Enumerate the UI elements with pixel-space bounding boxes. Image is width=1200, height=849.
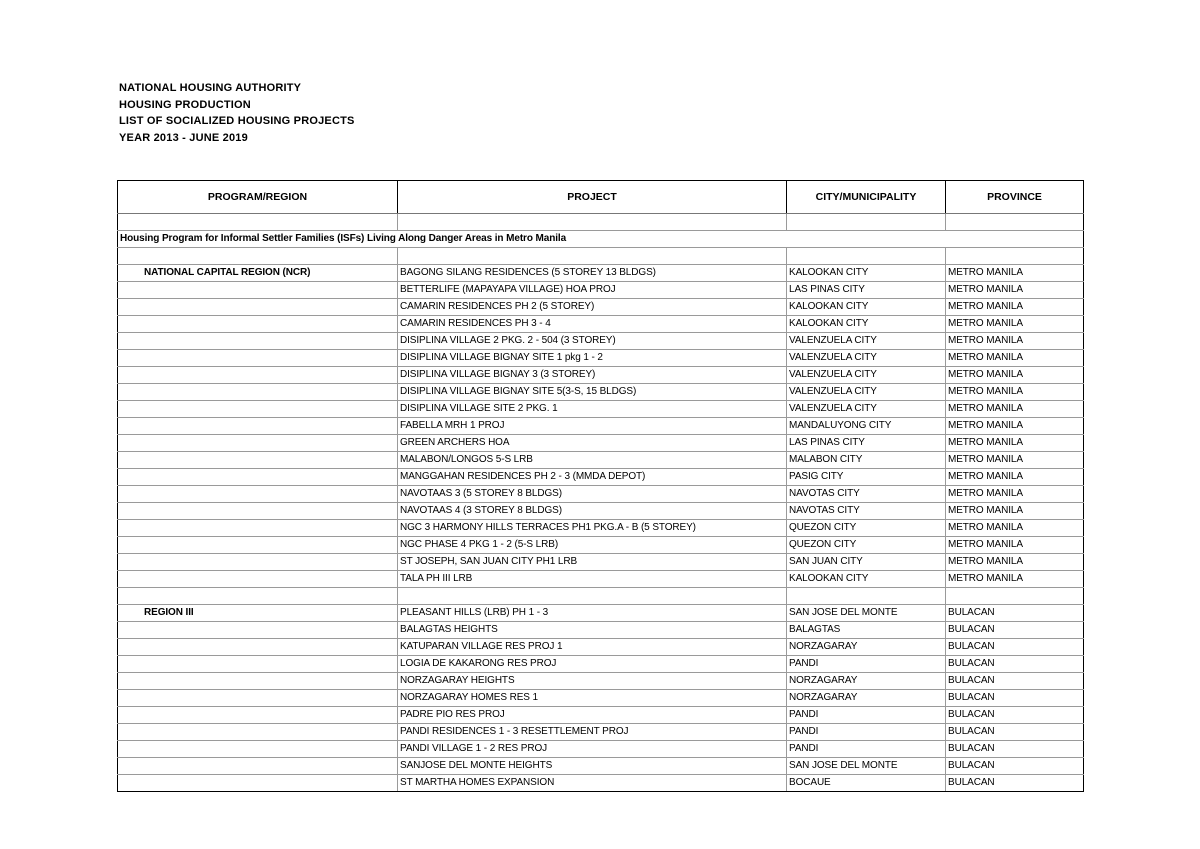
province-cell: BULACAN [946,775,1084,792]
region-cell-empty [118,639,398,656]
table-row [118,724,1084,741]
column-header-city-municipality: CITY/MUNICIPALITY [787,181,946,214]
table-row [118,741,1084,758]
province-cell: METRO MANILA [946,367,1084,384]
province-cell: BULACAN [946,605,1084,622]
province-cell: METRO MANILA [946,435,1084,452]
city-cell: LAS PINAS CITY [787,435,946,452]
table-row [118,673,1084,690]
column-header-program-region: PROGRAM/REGION [118,181,398,214]
project-cell: DISIPLINA VILLAGE BIGNAY SITE 5(3-S, 15 BLDGS) [398,384,787,401]
city-cell: SAN JUAN CITY [787,554,946,571]
table-row [118,639,1084,656]
table-row [118,605,1084,622]
table-row [118,469,1084,486]
region-cell-empty [118,486,398,503]
province-cell: BULACAN [946,707,1084,724]
region-cell-empty [118,554,398,571]
city-cell: NORZAGARAY [787,639,946,656]
project-cell: TALA PH III LRB [398,571,787,588]
region-cell-empty [118,758,398,775]
header-period: YEAR 2013 - JUNE 2019 [119,131,248,144]
spacer-cell [118,588,398,605]
project-cell: MALABON/LONGOS 5-S LRB [398,452,787,469]
region-label: NATIONAL CAPITAL REGION (NCR) [118,265,398,282]
region-cell-empty [118,367,398,384]
project-cell: PANDI VILLAGE 1 - 2 RES PROJ [398,741,787,758]
region-label: REGION III [118,605,398,622]
table-row [118,333,1084,350]
city-cell: PANDI [787,741,946,758]
city-cell: SAN JOSE DEL MONTE [787,758,946,775]
project-cell: FABELLA MRH 1 PROJ [398,418,787,435]
region-cell-empty [118,299,398,316]
project-cell: DISIPLINA VILLAGE BIGNAY 3 (3 STOREY) [398,367,787,384]
region-cell-empty [118,656,398,673]
region-cell-empty [118,537,398,554]
spacer-cell [398,588,787,605]
city-cell: LAS PINAS CITY [787,282,946,299]
table-row [118,758,1084,775]
region-cell-empty [118,741,398,758]
region-cell-empty [118,333,398,350]
spacer-cell [946,588,1084,605]
program-title: Housing Program for Informal Settler Families (ISFs) Living Along Danger Areas in Metro Manila [118,231,1084,248]
city-cell: NORZAGARAY [787,673,946,690]
project-cell: NAVOTAAS 4 (3 STOREY 8 BLDGS) [398,503,787,520]
project-cell: ST MARTHA HOMES EXPANSION [398,775,787,792]
province-cell: METRO MANILA [946,316,1084,333]
region-cell-empty [118,520,398,537]
province-cell: METRO MANILA [946,486,1084,503]
province-cell: BULACAN [946,673,1084,690]
province-cell: METRO MANILA [946,503,1084,520]
project-cell: NAVOTAAS 3 (5 STOREY 8 BLDGS) [398,486,787,503]
table-row [118,418,1084,435]
project-cell: NORZAGARAY HEIGHTS [398,673,787,690]
table-row [118,316,1084,333]
city-cell: MANDALUYONG CITY [787,418,946,435]
province-cell: METRO MANILA [946,418,1084,435]
table-row [118,486,1084,503]
province-cell: METRO MANILA [946,554,1084,571]
province-cell: BULACAN [946,758,1084,775]
province-cell: METRO MANILA [946,401,1084,418]
province-cell: METRO MANILA [946,520,1084,537]
project-cell: ST JOSEPH, SAN JUAN CITY PH1 LRB [398,554,787,571]
table-row [118,265,1084,282]
city-cell: NAVOTAS CITY [787,486,946,503]
city-cell: VALENZUELA CITY [787,384,946,401]
region-cell-empty [118,707,398,724]
city-cell: BALAGTAS [787,622,946,639]
province-cell: METRO MANILA [946,282,1084,299]
table-row [118,282,1084,299]
project-cell: DISIPLINA VILLAGE 2 PKG. 2 - 504 (3 STOREY) [398,333,787,350]
project-cell: DISIPLINA VILLAGE BIGNAY SITE 1 pkg 1 - 2 [398,350,787,367]
province-cell: BULACAN [946,724,1084,741]
table-row [118,520,1084,537]
project-cell: SANJOSE DEL MONTE HEIGHTS [398,758,787,775]
spacer-row [118,248,1084,265]
table-row [118,554,1084,571]
city-cell: BOCAUE [787,775,946,792]
project-cell: CAMARIN RESIDENCES PH 2 (5 STOREY) [398,299,787,316]
province-cell: BULACAN [946,639,1084,656]
region-cell-empty [118,690,398,707]
province-cell: METRO MANILA [946,299,1084,316]
province-cell: BULACAN [946,622,1084,639]
city-cell: PANDI [787,707,946,724]
table-row [118,707,1084,724]
project-cell: BALAGTAS HEIGHTS [398,622,787,639]
region-cell-empty [118,571,398,588]
region-cell-empty [118,775,398,792]
province-cell: METRO MANILA [946,350,1084,367]
city-cell: PANDI [787,724,946,741]
city-cell: SAN JOSE DEL MONTE [787,605,946,622]
city-cell: VALENZUELA CITY [787,350,946,367]
region-cell-empty [118,452,398,469]
city-cell: KALOOKAN CITY [787,316,946,333]
table-row [118,384,1084,401]
region-cell-empty [118,401,398,418]
region-cell-empty [118,418,398,435]
city-cell: PANDI [787,656,946,673]
table-row [118,690,1084,707]
city-cell: KALOOKAN CITY [787,571,946,588]
project-cell: PANDI RESIDENCES 1 - 3 RESETTLEMENT PROJ [398,724,787,741]
header-division: HOUSING PRODUCTION [119,98,251,111]
region-cell-empty [118,316,398,333]
program-row [118,231,1084,248]
province-cell: METRO MANILA [946,265,1084,282]
city-cell: NAVOTAS CITY [787,503,946,520]
project-cell: NGC PHASE 4 PKG 1 - 2 (5-S LRB) [398,537,787,554]
project-cell: CAMARIN RESIDENCES PH 3 - 4 [398,316,787,333]
project-cell: BETTERLIFE (MAPAYAPA VILLAGE) HOA PROJ [398,282,787,299]
project-cell: GREEN ARCHERS HOA [398,435,787,452]
province-cell: METRO MANILA [946,384,1084,401]
table-row [118,775,1084,792]
table-row [118,537,1084,554]
city-cell: MALABON CITY [787,452,946,469]
province-cell: METRO MANILA [946,469,1084,486]
project-cell: BAGONG SILANG RESIDENCES (5 STOREY 13 BLDGS) [398,265,787,282]
city-cell: PASIG CITY [787,469,946,486]
table-row [118,571,1084,588]
table-row [118,435,1084,452]
spacer-row [118,588,1084,605]
table-row [118,367,1084,384]
header-list-title: LIST OF SOCIALIZED HOUSING PROJECTS [119,115,355,127]
province-cell: BULACAN [946,741,1084,758]
region-cell-empty [118,724,398,741]
project-cell: PADRE PIO RES PROJ [398,707,787,724]
table-row [118,299,1084,316]
document-header [119,80,355,146]
province-cell: BULACAN [946,690,1084,707]
header-agency: NATIONAL HOUSING AUTHORITY [119,82,302,94]
province-cell: METRO MANILA [946,333,1084,350]
table-row [118,452,1084,469]
region-cell-empty [118,350,398,367]
city-cell: QUEZON CITY [787,537,946,554]
table-row [118,503,1084,520]
column-header-province: PROVINCE [946,181,1084,214]
project-cell: LOGIA DE KAKARONG RES PROJ [398,656,787,673]
spacer-cell [787,588,946,605]
region-cell-empty [118,622,398,639]
region-cell-empty [118,435,398,452]
city-cell: KALOOKAN CITY [787,299,946,316]
column-header-project: PROJECT [398,181,787,214]
project-cell: NORZAGARAY HOMES RES 1 [398,690,787,707]
project-cell: NGC 3 HARMONY HILLS TERRACES PH1 PKG.A - B (5 STOREY) [398,520,787,537]
table-header-row [118,181,1084,214]
city-cell: VALENZUELA CITY [787,333,946,350]
province-cell: METRO MANILA [946,452,1084,469]
region-cell-empty [118,384,398,401]
city-cell: NORZAGARAY [787,690,946,707]
table-row [118,350,1084,367]
project-cell: PLEASANT HILLS (LRB) PH 1 - 3 [398,605,787,622]
region-cell-empty [118,469,398,486]
table-row [118,656,1084,673]
projects-table [117,180,1084,792]
city-cell: VALENZUELA CITY [787,401,946,418]
project-cell: DISIPLINA VILLAGE SITE 2 PKG. 1 [398,401,787,418]
province-cell: METRO MANILA [946,571,1084,588]
city-cell: KALOOKAN CITY [787,265,946,282]
table-row [118,401,1084,418]
region-cell-empty [118,282,398,299]
city-cell: QUEZON CITY [787,520,946,537]
table-body [118,214,1084,792]
table-row [118,622,1084,639]
city-cell: VALENZUELA CITY [787,367,946,384]
province-cell: METRO MANILA [946,537,1084,554]
region-cell-empty [118,503,398,520]
region-cell-empty [118,673,398,690]
project-cell: KATUPARAN VILLAGE RES PROJ 1 [398,639,787,656]
project-cell: MANGGAHAN RESIDENCES PH 2 - 3 (MMDA DEPOT) [398,469,787,486]
province-cell: BULACAN [946,656,1084,673]
spacer-row [118,214,1084,231]
